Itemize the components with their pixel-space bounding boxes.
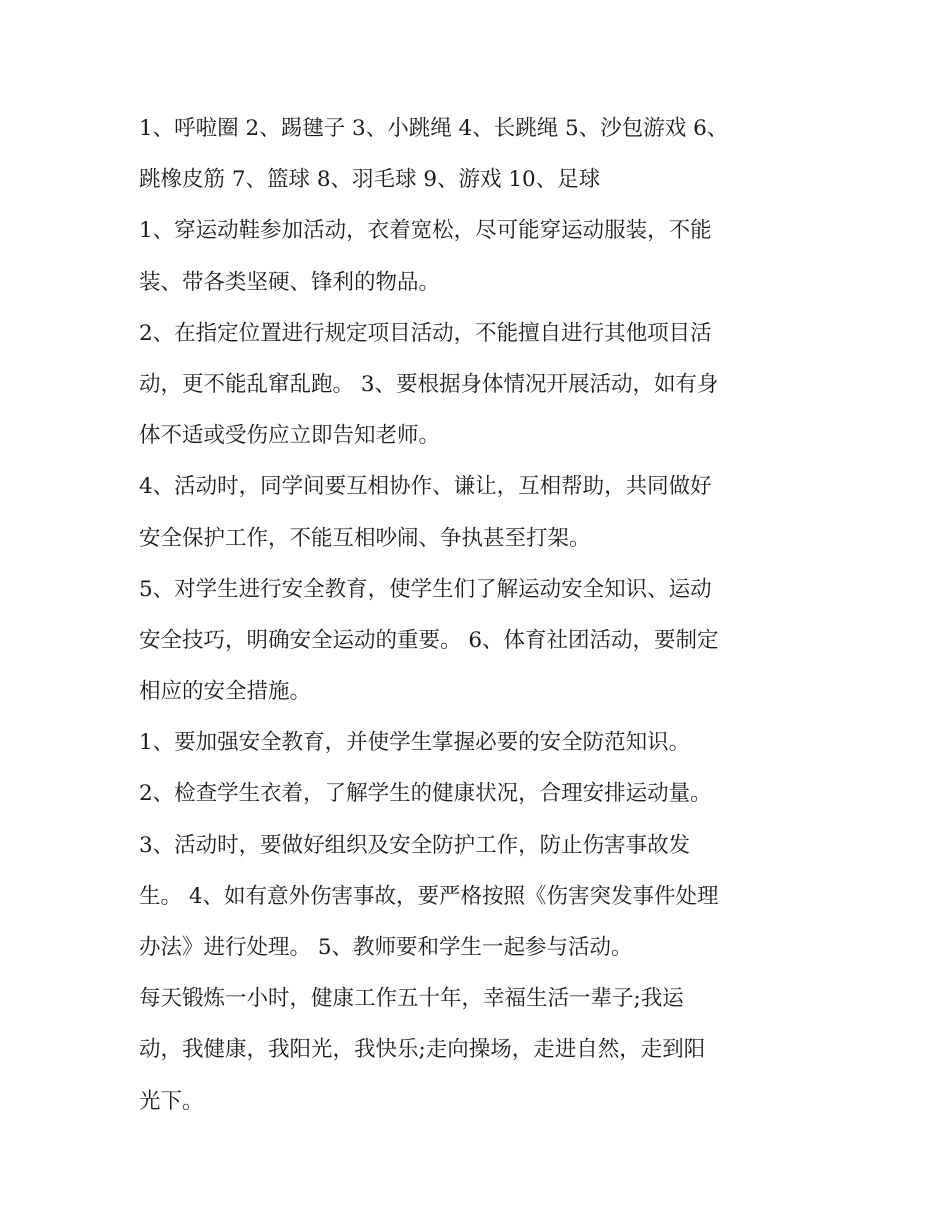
text-line: 安全保护工作，不能互相吵闹、争执甚至打架。 <box>139 525 591 551</box>
text-line: 1、要加强安全教育，并使学生掌握必要的安全防范知识。 <box>139 730 691 756</box>
text-line: 相应的安全措施。 <box>139 679 312 705</box>
document-body <box>139 103 819 1127</box>
text-line: 5、对学生进行安全教育，使学生们了解运动安全知识、运动 <box>139 576 712 602</box>
text-line: 3、活动时，要做好组织及安全防护工作，防止伤害事故发 <box>139 832 691 858</box>
text-line: 安全技巧，明确安全运动的重要。 6、体育社团活动，要制定 <box>139 627 719 653</box>
text-line: 体不适或受伤应立即告知老师。 <box>139 423 441 449</box>
text-line: 光下。 <box>139 1088 204 1114</box>
text-line: 2、在指定位置进行规定项目活动，不能擅自进行其他项目活 <box>139 320 712 346</box>
text-line: 1、呼啦圈 2、踢毽子 3、小跳绳 4、长跳绳 5、沙包游戏 6、 <box>139 116 729 141</box>
text-line: 动，我健康，我阳光，我快乐;走向操场，走进自然，走到阳 <box>139 1037 706 1063</box>
text-line: 2、检查学生衣着，了解学生的健康状况，合理安排运动量。 <box>139 781 712 807</box>
text-line: 装、带各类坚硬、锋利的物品。 <box>139 269 441 295</box>
text-line: 动，更不能乱窜乱跑。 3、要根据身体情况开展活动，如有身 <box>139 371 719 397</box>
text-line: 生。 4、如有意外伤害事故，要严格按照《伤害突发事件处理 <box>139 883 719 909</box>
text-line: 1、穿运动鞋参加活动，衣着宽松，尽可能穿运动服装，不能 <box>139 218 712 244</box>
text-line: 4、活动时，同学间要互相协作、谦让，互相帮助，共同做好 <box>139 474 712 500</box>
text-line: 办法》进行处理。 5、教师要和学生一起参与活动。 <box>139 935 633 960</box>
text-line: 每天锻炼一小时，健康工作五十年，幸福生活一辈子;我运 <box>139 986 684 1012</box>
text-line: 跳橡皮筋 7、篮球 8、羽毛球 9、游戏 10、足球 <box>139 167 601 193</box>
